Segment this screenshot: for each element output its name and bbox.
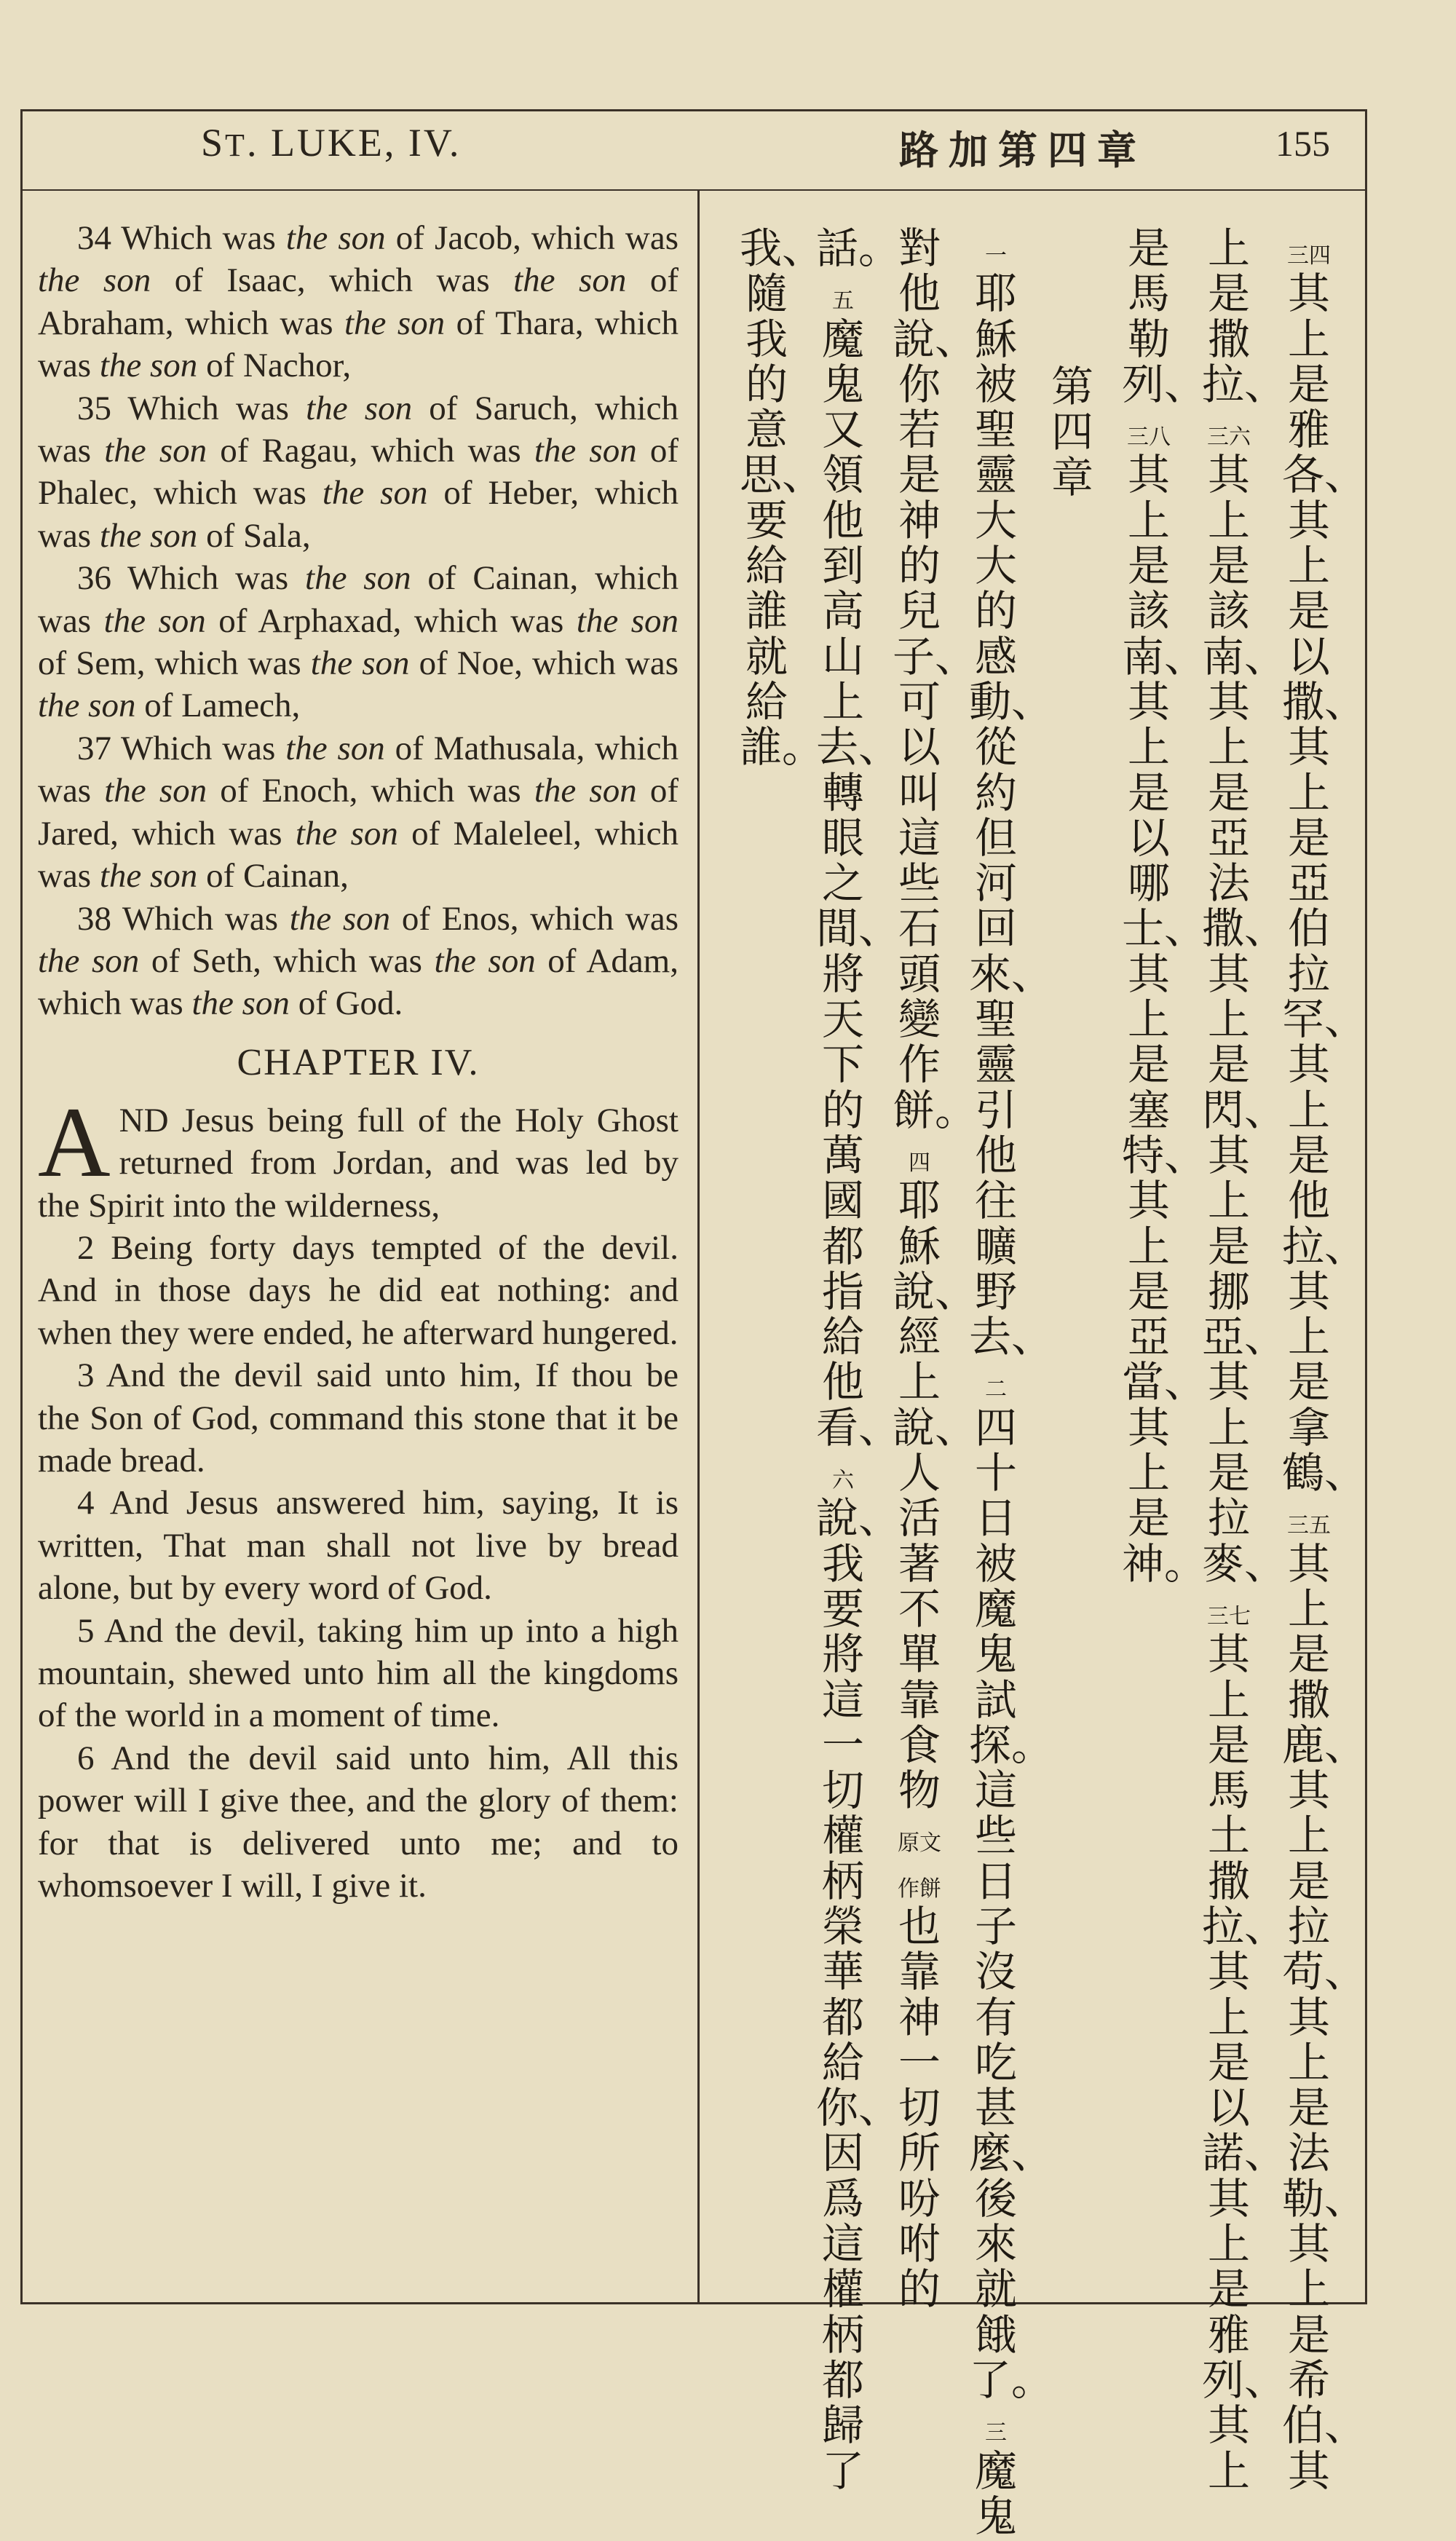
chinese-line-6: 對他說、你若是 神的兒子、可以叫這些石頭變作餅。四耶穌說、經上說、人活著不單靠食物原文作餅也靠 神一切所吩咐的 (893, 224, 984, 2315)
page-number: 155 (1275, 123, 1330, 164)
verse-2: 2 Being forty days tempted of the devil. And in those days he did eat nothing: and when they were ended, he afterward hungered. (38, 1228, 678, 1352)
running-header-chinese: 路加第四章 (899, 127, 1147, 173)
column-divider (697, 191, 700, 2302)
chinese-line-5: 一耶穌被聖靈大大的感動、從約但河回來、聖靈引他往曠野去、二四十日被魔鬼試探。這些日子沒有吃甚麼、後來就餓了。三魔鬼 (969, 243, 1054, 2541)
verse-5: 5 And the devil, taking him up into a high mountain, shewed unto him all the kingdoms of the world in a moment of time. (38, 1611, 678, 1735)
verse-3: 3 And the devil said unto him, If thou be the Son of God, command this stone that it be made bread. (38, 1356, 678, 1479)
verse-37: 37 Which was the son of Mathusala, which was the son of Enoch, which was the son of Jared, which was the son of Maleleel, which was the son of Cainan, (38, 729, 679, 896)
verse-4: 4 And Jesus answered him, saying, It is written, That man shall not live by bread alone, but by every word of God. (38, 1484, 678, 1608)
chinese-chapter-heading: 第四章 (1051, 362, 1093, 502)
header-rule (20, 189, 1367, 191)
chinese-column (710, 224, 1367, 2541)
chinese-line-2: 上是撒拉、三六其上是該南、其上是亞法撒、其上是閃、其上是挪亞、其上是拉麥、三七其上是馬土撒拉、其上是以諾、其上是雅列、其上 (1202, 224, 1287, 2496)
chinese-line-8: 我、隨我的意思、要給誰就給誰。 (740, 224, 825, 772)
verse-1: AND Jesus being full of the Holy Ghost returned from Jordan, and was led by the Spirit into the wilderness, (38, 1086, 678, 1225)
verse-6: 6 And the devil said unto him, All this power will I give thee, and the glory of them: for that is delivered unto me; and to whomsoever I will, I give it. (38, 1739, 678, 1905)
verse-36: 36 Which was the son of Cainan, which was the son of Arphaxad, which was the son of Sem, which was the son of Noe, which was the son of Lamech, (38, 559, 679, 725)
chapter-heading: CHAPTER IV. (237, 1041, 480, 1083)
verse-35: 35 Which was the son of Saruch, which was the son of Ragau, which was the son of Phalec, which was the son of Heber, which was the son of Sala, (38, 389, 679, 555)
chinese-line-7: 話。五魔鬼又領他到高山上去、轉眼之間、將天下的萬國都指給他看、六說、我要將這一切權柄榮華都給你、因爲這權柄都歸了 (816, 224, 901, 2496)
drop-cap: A (38, 1086, 111, 1198)
chinese-line-3: 是馬勒列、三八其上是該南、其上是以哪士、其上是塞特、其上是亞當、其上是 神。 (1122, 224, 1213, 1589)
running-header-english: ST. LUKE, IV. (201, 121, 462, 165)
verse-34: 34 Which was the son of Jacob, which was the son of Isaac, which was the son of Abraham, which was the son of Thara, which was the son of Nachor, (38, 219, 678, 385)
chinese-line-1: 三四其上是雅各、其上是以撒、其上是亞伯拉罕、其上是他拉、其上是拿鶴、三五其上是撒鹿、其上是拉苟、其上是法勒、其上是希伯、其 (1282, 243, 1367, 2496)
english-column (38, 217, 678, 1907)
verse-38: 38 Which was the son of Enos, which was the son of Seth, which was the son of Adam, which was the son of God. (38, 899, 678, 1023)
